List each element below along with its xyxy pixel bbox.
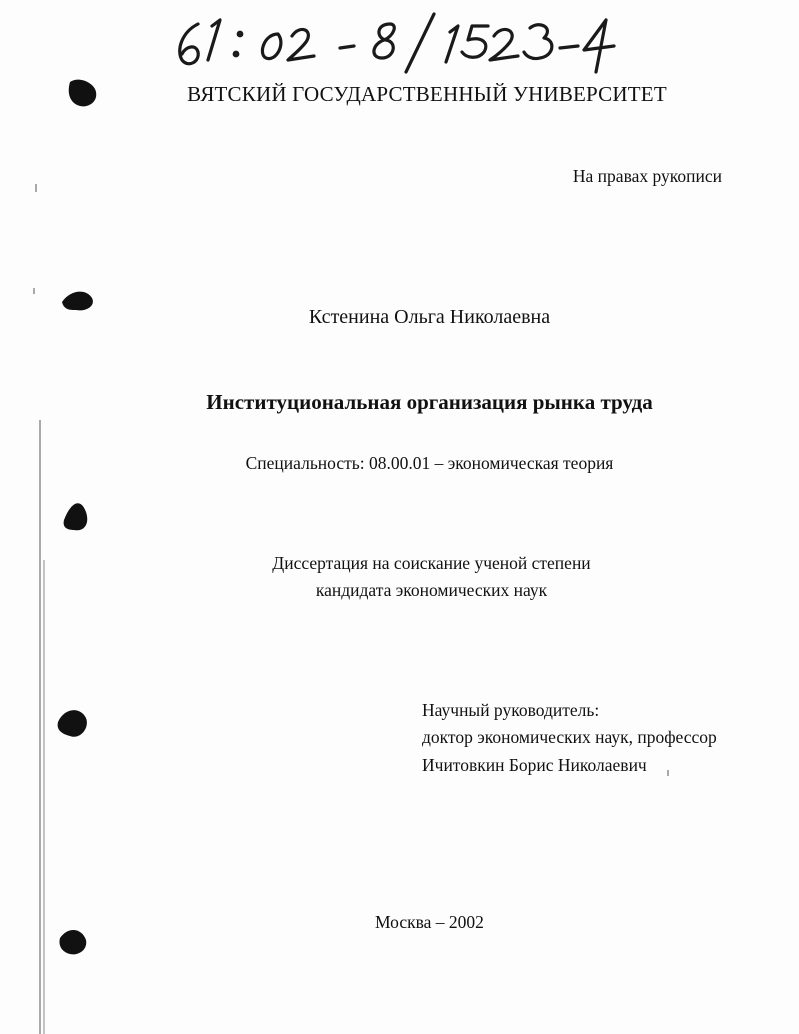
degree-line-2: кандидата экономических наук <box>315 580 548 600</box>
dissertation-title: Институциональная организация рынка труда <box>206 390 653 414</box>
supervisor-name: Ичитовкин Борис Николаевич <box>422 755 647 775</box>
university-name: ВЯТСКИЙ ГОСУДАРСТВЕННЫЙ УНИВЕРСИТЕТ <box>187 82 667 106</box>
city-year: Москва – 2002 <box>375 912 484 932</box>
binding-hole-mark <box>58 710 87 737</box>
supervisor-label: Научный руководитель: <box>422 700 600 720</box>
manuscript-rights-note: На правах рукописи <box>572 166 722 186</box>
handwritten-archive-code <box>168 10 628 80</box>
degree-line-1: Диссертация на соискание ученой степени <box>272 553 591 573</box>
binding-hole-mark <box>59 930 86 954</box>
author-name: Кстенина Ольга Николаевна <box>308 306 551 328</box>
handwritten-code-drawing <box>168 10 628 80</box>
specialty-line: Специальность: 08.00.01 – экономическая теория <box>245 453 614 473</box>
binding-hole-mark <box>64 503 88 530</box>
supervisor-degree: доктор экономических наук, профессор <box>422 727 717 747</box>
